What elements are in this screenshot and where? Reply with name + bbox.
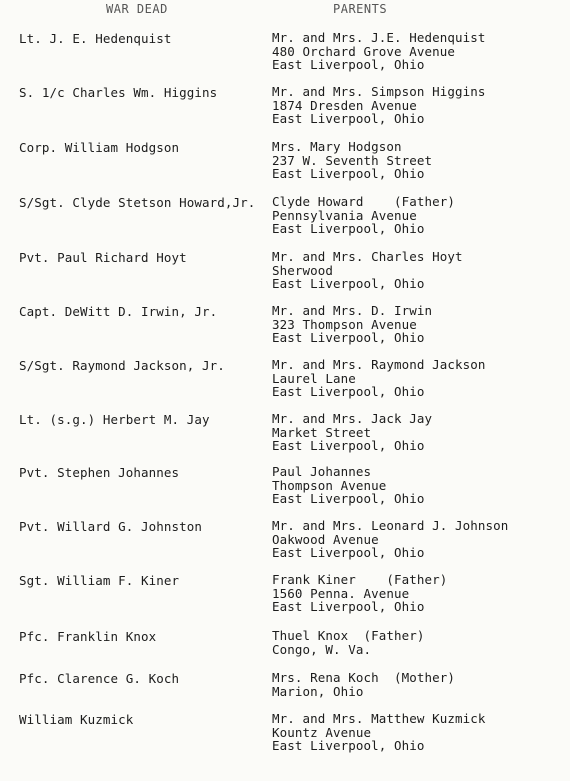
parents-line: Mr. and Mrs. Raymond Jackson (272, 357, 486, 372)
war-dead-name: Capt. DeWitt D. Irwin, Jr. (19, 304, 218, 319)
parents-line: 323 Thompson Avenue (272, 316, 417, 332)
war-dead-name: Pfc. Franklin Knox (19, 629, 157, 644)
war-dead-name: Corp. William Hodgson (19, 140, 180, 155)
parents-line: Mr. and Mrs. Jack Jay (272, 411, 433, 426)
parents-block (272, 465, 425, 506)
parents-line: Laurel Lane (272, 370, 356, 386)
parents-line: Sherwood (272, 262, 334, 278)
parents-header: PARENTS (333, 2, 388, 16)
parents-block (272, 250, 463, 291)
war-dead-name: Pvt. Stephen Johannes (19, 465, 180, 480)
parents-block (272, 31, 486, 72)
parents-line: Mr. and Mrs. Charles Hoyt (272, 249, 463, 264)
parents-block (272, 195, 455, 236)
parents-line: 1560 Penna. Avenue (272, 585, 410, 601)
parents-block (272, 358, 486, 399)
parents-line: Mrs. Mary Hodgson (272, 139, 402, 154)
parents-block (272, 304, 432, 345)
parents-line: East Liverpool, Ohio (272, 166, 425, 181)
parents-line: 237 W. Seventh Street (272, 152, 433, 168)
parents-block (272, 140, 432, 181)
parents-line: East Liverpool, Ohio (272, 545, 425, 560)
parents-line: Mr. and Mrs. Simpson Higgins (272, 84, 486, 99)
parents-line: Clyde Howard (Father) (272, 194, 456, 209)
parents-block (272, 712, 486, 753)
parents-line: East Liverpool, Ohio (272, 111, 425, 126)
parents-line: 480 Orchard Grove Avenue (272, 43, 456, 59)
parents-line: Paul Johannes (272, 464, 372, 479)
war-dead-name: S/Sgt. Clyde Stetson Howard,Jr. (19, 195, 256, 210)
parents-line: East Liverpool, Ohio (272, 438, 425, 453)
parents-line: Mrs. Rena Koch (Mother) (272, 670, 456, 685)
parents-line: Kountz Avenue (272, 724, 372, 740)
parents-line: East Liverpool, Ohio (272, 491, 425, 506)
war-dead-name: William Kuzmick (19, 712, 134, 727)
war-dead-name: Lt. (s.g.) Herbert M. Jay (19, 412, 210, 427)
war-dead-header: WAR DEAD (106, 2, 168, 16)
war-dead-name: S/Sgt. Raymond Jackson, Jr. (19, 358, 225, 373)
parents-line: Oakwood Avenue (272, 531, 379, 547)
war-dead-name: Pvt. Paul Richard Hoyt (19, 250, 187, 265)
parents-line: Mr. and Mrs. J.E. Hedenquist (272, 30, 486, 45)
parents-block (272, 629, 425, 656)
parents-line: Thompson Avenue (272, 477, 387, 493)
parents-line: Frank Kiner (Father) (272, 572, 448, 587)
parents-line: East Liverpool, Ohio (272, 330, 425, 345)
parents-line: Mr. and Mrs. Matthew Kuzmick (272, 711, 486, 726)
war-dead-name: Pvt. Willard G. Johnston (19, 519, 203, 534)
parents-line: Mr. and Mrs. Leonard J. Johnson (272, 518, 509, 533)
war-dead-name: Lt. J. E. Hedenquist (19, 31, 172, 46)
parents-line: East Liverpool, Ohio (272, 221, 425, 236)
parents-line: 1874 Dresden Avenue (272, 97, 417, 113)
parents-block (272, 519, 508, 560)
parents-line: Pennsylvania Avenue (272, 207, 417, 223)
parents-block (272, 671, 455, 698)
parents-line: Market Street (272, 424, 372, 440)
parents-block (272, 85, 486, 126)
parents-line: East Liverpool, Ohio (272, 599, 425, 614)
parents-block (272, 573, 447, 614)
parents-block (272, 412, 432, 453)
parents-line: East Liverpool, Ohio (272, 276, 425, 291)
war-dead-name: Sgt. William F. Kiner (19, 573, 180, 588)
war-dead-name: S. 1/c Charles Wm. Higgins (19, 85, 218, 100)
parents-line: Congo, W. Va. (272, 641, 372, 657)
parents-line: East Liverpool, Ohio (272, 384, 425, 399)
parents-line: East Liverpool, Ohio (272, 57, 425, 72)
parents-line: Mr. and Mrs. D. Irwin (272, 303, 433, 318)
war-dead-name: Pfc. Clarence G. Koch (19, 671, 180, 686)
parents-line: Marion, Ohio (272, 683, 364, 699)
parents-line: East Liverpool, Ohio (272, 738, 425, 753)
parents-line: Thuel Knox (Father) (272, 628, 425, 643)
